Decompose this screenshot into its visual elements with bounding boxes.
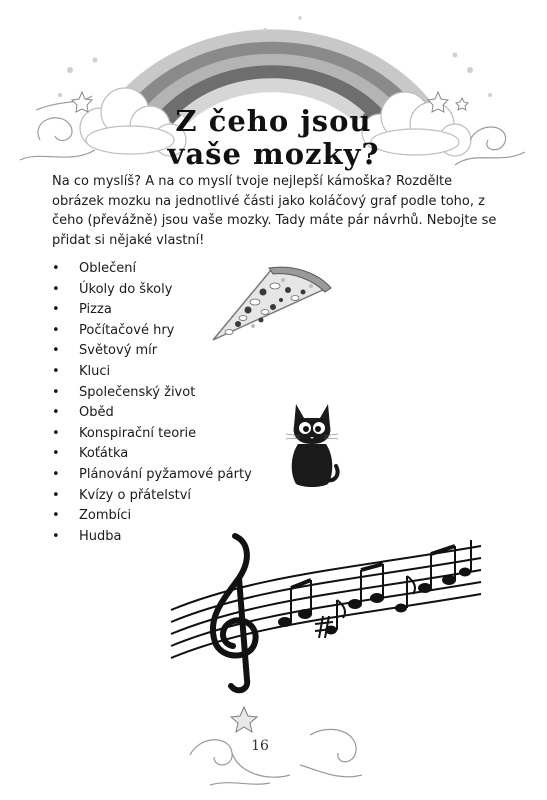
music-notes-illustration	[163, 518, 487, 696]
list-item: • Oběd	[52, 403, 252, 424]
list-item: • Úkoly do školy	[52, 280, 252, 301]
list-item: • Hudba	[52, 527, 252, 548]
list-item: • Oblečení	[52, 259, 252, 280]
pizza-slice-illustration	[203, 262, 333, 348]
list-item: • Kvízy o přátelství	[52, 486, 252, 507]
list-item: • Koťátka	[52, 444, 252, 465]
page-title-line-1: Z čeho jsou	[175, 104, 372, 138]
cat-illustration	[282, 400, 342, 490]
page-number: 16	[251, 738, 269, 754]
list-item: • Počítačové hry	[52, 321, 252, 342]
list-item: • Konspirační teorie	[52, 424, 252, 445]
intro-paragraph: Na co myslíš? A na co myslí tvoje nejlepší kámoška? Rozdělte obrázek mozku na jednotlivé části jako koláčový graf podle toho, z čeho (převážně) jsou vaše mozky. Tady máte pár návrhů. Nebojte se přidat si nějaké vlastní!	[52, 174, 497, 248]
list-item: • Světový mír	[52, 341, 252, 362]
list-item: • Plánování pyžamové párty	[52, 465, 252, 486]
list-item: • Kluci	[52, 362, 252, 383]
list-item: • Společenský život	[52, 383, 252, 404]
list-item: • Pizza	[52, 300, 252, 321]
page-title-line-2: vaše mozky?	[167, 137, 380, 171]
list-item: • Zombíci	[52, 506, 252, 527]
